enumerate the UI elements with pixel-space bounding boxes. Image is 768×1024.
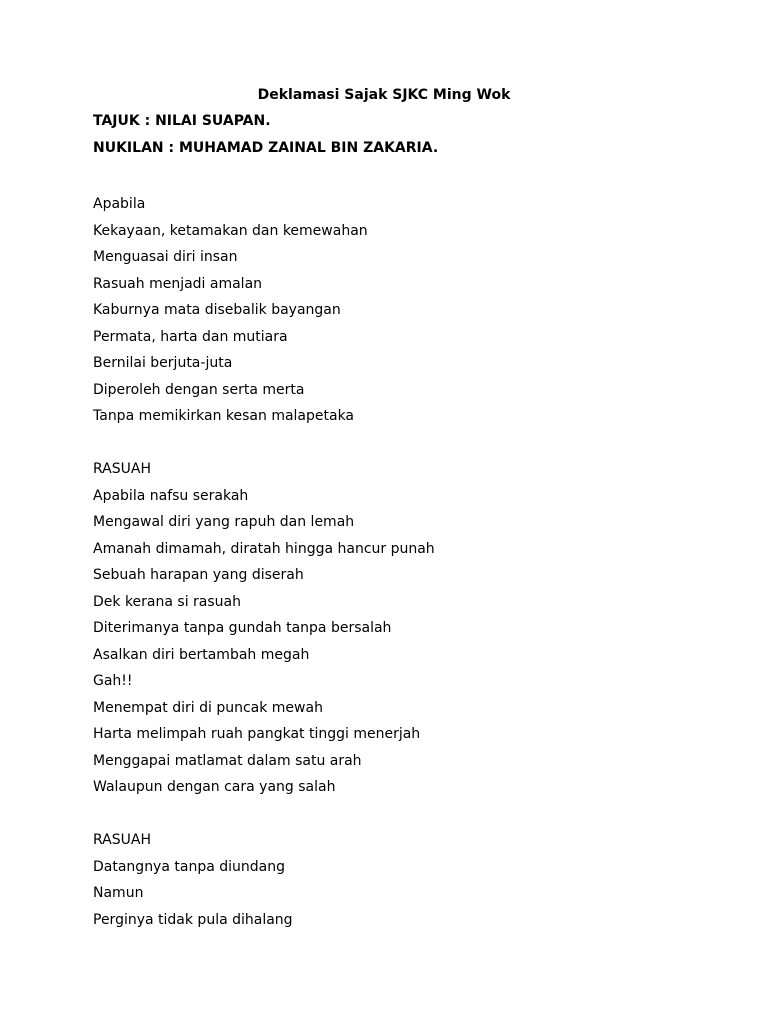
stanza-2 — [93, 456, 713, 801]
poem-line: Menguasai diri insan — [93, 249, 238, 265]
poem-line: Apabila — [93, 196, 146, 212]
poem-line: Kekayaan, ketamakan dan kemewahan — [93, 222, 368, 239]
poem-line: Menempat diri di puncak mewah — [93, 699, 323, 716]
poem-line: Rasuah menjadi amalan — [93, 275, 263, 292]
poem-line: Perginya tidak pula dihalang — [93, 911, 293, 928]
poem-line: Walaupun dengan cara yang salah — [93, 779, 336, 795]
stanza-3 — [93, 827, 713, 933]
poem-line: Diperoleh dengan serta merta — [93, 381, 305, 398]
poem-line: Apabila nafsu serakah — [93, 487, 249, 504]
poem-line: Asalkan diri bertambah megah — [93, 646, 310, 663]
poem-body — [93, 191, 713, 960]
poem-line: Datangnya tanpa diundang — [93, 858, 285, 875]
poem-line: Gah!! — [93, 673, 133, 689]
poem-line: Menggapai matlamat dalam satu arah — [93, 752, 362, 769]
poem-line: Sebuah harapan yang diserah — [93, 567, 304, 583]
poem-line: Bernilai berjuta-juta — [93, 355, 233, 371]
poem-line: Harta melimpah ruah pangkat tinggi menerjah — [93, 726, 421, 742]
poem-line: RASUAH — [93, 461, 151, 477]
poem-line: Namun — [93, 885, 144, 901]
nukilan-line: NUKILAN : MUHAMAD ZAINAL BIN ZAKARIA. — [93, 140, 439, 156]
poem-line: Amanah dimamah, diratah hingga hancur punah — [93, 540, 435, 557]
document-title: Deklamasi Sajak SJKC Ming Wok — [257, 87, 511, 103]
poem-line: RASUAH — [93, 832, 151, 848]
poem-line: Dek kerana si rasuah — [93, 593, 241, 610]
stanza-1 — [93, 191, 713, 430]
tajuk-line: TAJUK : NILAI SUAPAN. — [93, 113, 271, 129]
poem-line: Kaburnya mata disebalik bayangan — [93, 302, 341, 318]
poem-line: Diterimanya tanpa gundah tanpa bersalah — [93, 620, 392, 636]
poem-line: Tanpa memikirkan kesan malapetaka — [93, 408, 355, 424]
poem-line: Permata, harta dan mutiara — [93, 328, 288, 345]
poem-line: Mengawal diri yang rapuh dan lemah — [93, 514, 355, 530]
